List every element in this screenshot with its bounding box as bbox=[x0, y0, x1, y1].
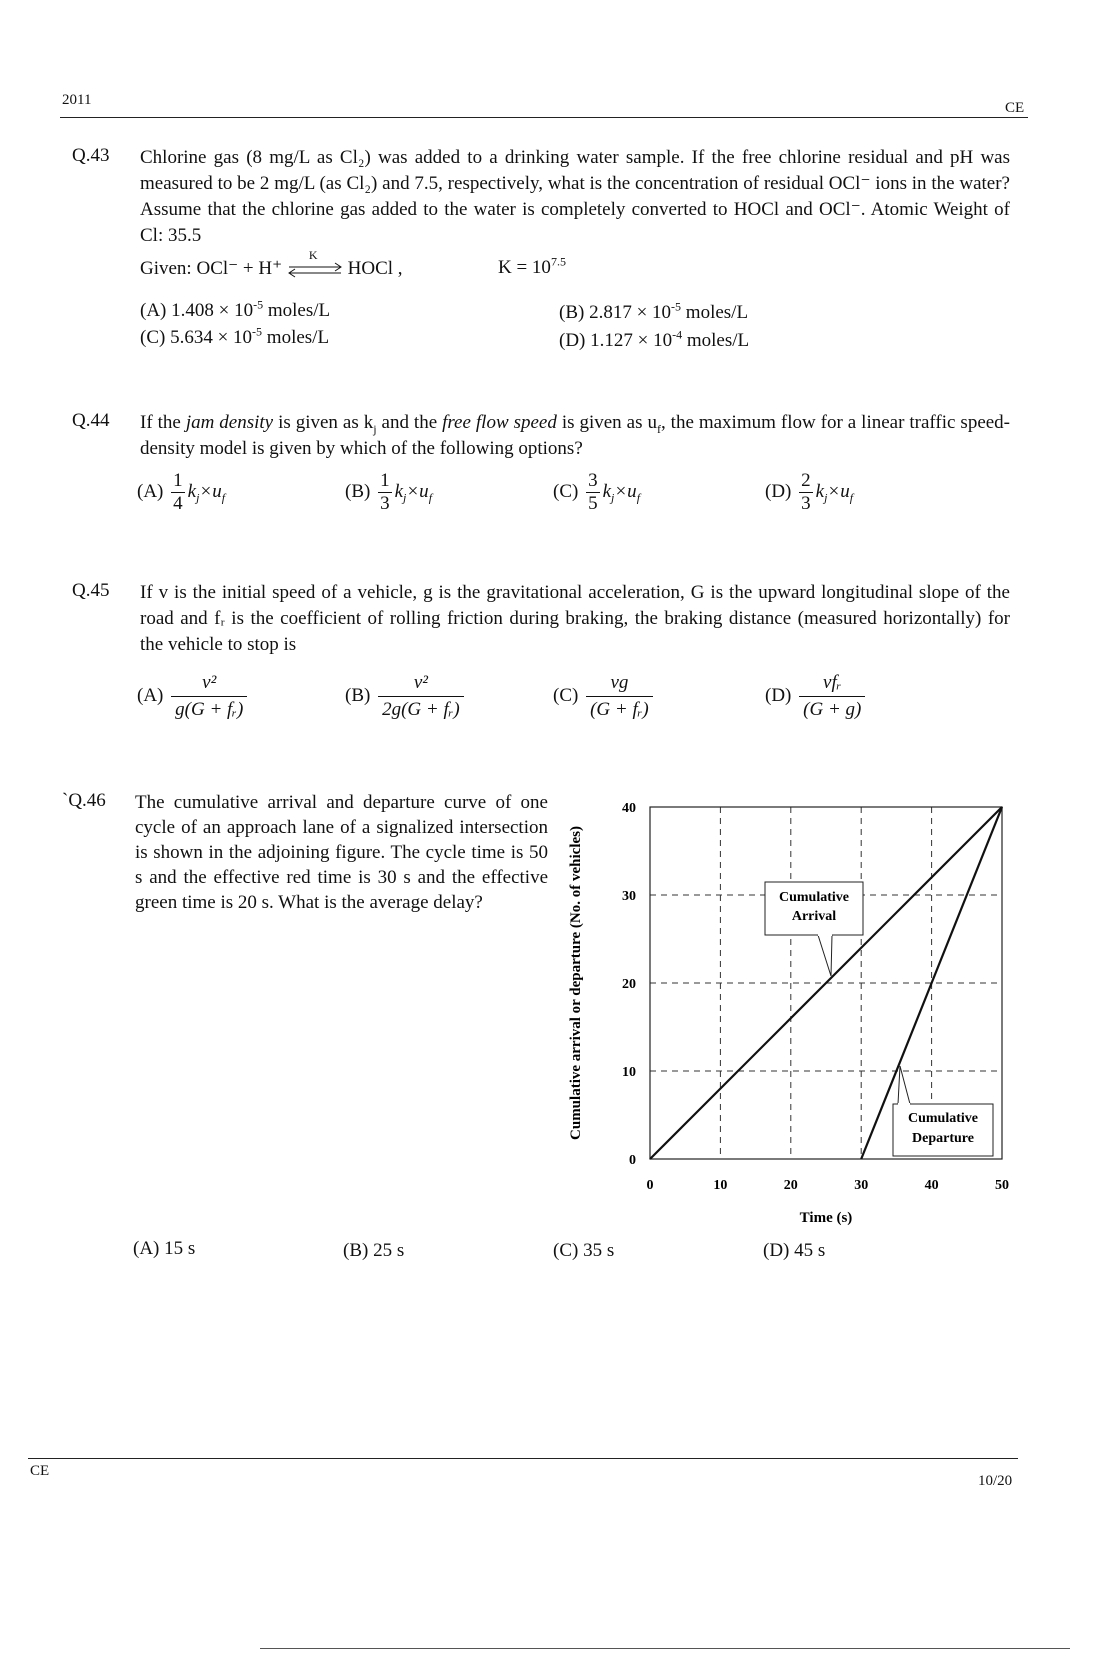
q44-option-a-den: 4 bbox=[173, 493, 183, 514]
q43-option-b[interactable] bbox=[559, 299, 749, 324]
q46-option-b[interactable]: (B) 25 s bbox=[343, 1240, 405, 1261]
q44-option-b-den: 3 bbox=[380, 493, 390, 514]
q46-number: `Q.46 bbox=[62, 790, 106, 811]
q45-option-b-den: 2g(G + fᵣ) bbox=[382, 699, 460, 720]
departure-callout-line2: Departure bbox=[912, 1131, 974, 1146]
chart-ylabel: Cumulative arrival or departure (No. of vehicles) bbox=[568, 826, 584, 1140]
x-tick-label-0: 0 bbox=[646, 1178, 654, 1193]
q44-option-c-den: 5 bbox=[588, 493, 598, 514]
q44-option-a-u: ×u bbox=[199, 480, 222, 502]
q43-text: Chlorine gas (8 mg/L as Cl₂) was added to a drinking water sample. If the free chlorine residual and pH was measured to be 2 mg/L (as Cl₂) and 7.5, respectively, what is the concentration of residual OCl⁻ ions in the water? Assume that the chlorine gas added to the water is completely converted to HOCl and OCl⁻. Atomic Weight of Cl: 35.5 bbox=[140, 147, 1010, 246]
y-tick-label-10: 10 bbox=[622, 1065, 636, 1080]
q45-option-b-num: v² bbox=[378, 672, 464, 697]
y-tick-label-30: 30 bbox=[622, 889, 636, 904]
q45-option-a-den: g(G + fᵣ) bbox=[175, 699, 244, 720]
q45-option-b-fraction bbox=[378, 672, 464, 721]
footer-page: 10/20 bbox=[978, 1473, 1013, 1489]
q44-option-b[interactable] bbox=[345, 470, 432, 515]
q43-number: Q.43 bbox=[72, 145, 110, 166]
q44-option-a-label: (A) bbox=[137, 480, 164, 502]
q46-option-c[interactable]: (C) 35 s bbox=[553, 1240, 615, 1261]
q45-option-d-num: vfᵣ bbox=[799, 672, 865, 697]
q46-option-d[interactable]: (D) 45 s bbox=[763, 1240, 826, 1261]
header-subject: CE bbox=[1005, 100, 1025, 116]
q44-option-c-uf: f bbox=[636, 490, 641, 505]
q44-sub-j: j bbox=[373, 421, 377, 436]
q43-option-d-unit: moles/L bbox=[682, 330, 750, 351]
departure-callout-line1: Cumulative bbox=[908, 1111, 978, 1126]
q44-option-d-kj: j bbox=[824, 490, 828, 505]
q43-option-b-label: (B) 2.817 × 10 bbox=[559, 302, 672, 323]
q44-option-a-fraction bbox=[171, 470, 185, 515]
q43-option-c[interactable] bbox=[140, 324, 330, 349]
q43-reaction-left: OCl⁻ + H⁺ bbox=[196, 258, 283, 279]
x-tick-label-30: 30 bbox=[854, 1178, 869, 1193]
cumulative-chart bbox=[560, 790, 1030, 1230]
q45-option-c-den: (G + fᵣ) bbox=[590, 699, 649, 720]
y-tick-label-40: 40 bbox=[622, 801, 636, 816]
q44-option-d-u: ×u bbox=[827, 480, 850, 502]
arrival-callout-line1: Cumulative bbox=[779, 890, 849, 905]
q45-option-a[interactable] bbox=[137, 672, 250, 721]
q44-option-b-u: ×u bbox=[406, 480, 429, 502]
q45-option-c-label: (C) bbox=[553, 684, 579, 706]
q46-text: The cumulative arrival and departure curve of one cycle of an approach lane of a signalized intersection is shown in the adjoining figure. The cycle time is 50 s and the effective red time is 30 s and the effective green time is 20 s. What is the average delay? bbox=[135, 792, 548, 913]
q44-free-flow-speed: free flow speed bbox=[442, 412, 557, 433]
q45-option-d[interactable] bbox=[765, 672, 868, 721]
q44-text-4: is given as u bbox=[556, 412, 657, 433]
q43-option-d[interactable] bbox=[559, 327, 750, 352]
q45-text: If v is the initial speed of a vehicle, g is the gravitational acceleration, G is the upward longitudinal slope of the road and fᵣ is the coefficient of rolling friction during braking, the braking distance (measured horizontally) for the vehicle to stop is bbox=[140, 582, 1010, 655]
arrival-callout-line2: Arrival bbox=[791, 909, 837, 924]
q45-option-c-fraction bbox=[586, 672, 653, 721]
q44-option-a-uf: f bbox=[221, 490, 226, 505]
q44-option-d[interactable] bbox=[765, 470, 853, 515]
q45-option-d-den: (G + g) bbox=[803, 699, 862, 720]
q45-option-b[interactable] bbox=[345, 672, 467, 721]
q44-jam-density: jam density bbox=[185, 412, 274, 433]
q43-option-a[interactable] bbox=[140, 297, 331, 322]
q44-option-d-uf: f bbox=[849, 490, 854, 505]
x-tick-label-20: 20 bbox=[783, 1178, 798, 1193]
q44-text-1: If the bbox=[140, 412, 186, 433]
x-tick-label-10: 10 bbox=[713, 1178, 728, 1193]
departure-callout bbox=[893, 1066, 993, 1156]
q43-k-value bbox=[498, 254, 566, 279]
q43-option-b-exp: -5 bbox=[671, 299, 682, 314]
q45-option-a-num: v² bbox=[171, 672, 247, 697]
q44-text-5: , the maximum flow for a linear traffic speed-density model is given by which of the following options? bbox=[140, 412, 1011, 459]
q43-option-d-exp: -4 bbox=[672, 327, 683, 342]
header-year: 2011 bbox=[62, 92, 92, 108]
q43-reaction-right: HOCl , bbox=[347, 258, 403, 279]
q43-option-a-label: (A) 1.408 × 10 bbox=[140, 300, 254, 321]
q44-option-c[interactable] bbox=[553, 470, 640, 515]
q43-k-exp: 7.5 bbox=[550, 254, 566, 269]
bottom-edge-rule bbox=[260, 1648, 1070, 1649]
q43-given bbox=[140, 247, 403, 280]
q44-option-a-num: 1 bbox=[173, 470, 183, 491]
q43-k-base: K = 10 bbox=[498, 257, 551, 278]
q44-option-d-den: 3 bbox=[801, 493, 811, 514]
y-tick-label-20: 20 bbox=[622, 977, 636, 992]
q44-option-c-label: (C) bbox=[553, 480, 579, 502]
q44-option-d-num: 2 bbox=[801, 470, 811, 491]
q44-option-a[interactable] bbox=[137, 470, 225, 515]
arrival-callout-pointer bbox=[818, 935, 832, 976]
q43-option-a-exp: -5 bbox=[253, 297, 264, 312]
q43-option-c-exp: -5 bbox=[252, 324, 263, 339]
q44-number: Q.44 bbox=[72, 410, 110, 431]
q44-text bbox=[140, 410, 1010, 462]
q45-option-c-num: vg bbox=[586, 672, 653, 697]
q43-option-c-unit: moles/L bbox=[262, 327, 330, 348]
q45-option-a-fraction bbox=[171, 672, 247, 721]
q43-option-b-unit: moles/L bbox=[681, 302, 749, 323]
q45-option-d-fraction bbox=[799, 672, 865, 721]
x-tick-label-50: 50 bbox=[995, 1178, 1009, 1193]
q43-given-label: Given: bbox=[140, 258, 192, 279]
q43-equilibrium-arrow bbox=[287, 247, 343, 280]
q44-option-c-u: ×u bbox=[614, 480, 637, 502]
q44-option-d-k: k bbox=[815, 480, 825, 502]
q44-option-d-label: (D) bbox=[765, 480, 792, 502]
footer-rule bbox=[28, 1458, 1018, 1459]
q43-option-c-label: (C) 5.634 × 10 bbox=[140, 327, 253, 348]
q45-option-c[interactable] bbox=[553, 672, 656, 721]
q45-number: Q.45 bbox=[72, 580, 110, 601]
departure-callout-pointer bbox=[898, 1066, 910, 1104]
q44-option-b-kj: j bbox=[403, 490, 407, 505]
chart-xlabel: Time (s) bbox=[799, 1210, 853, 1226]
q45-option-a-label: (A) bbox=[137, 684, 164, 706]
q44-option-b-uf: f bbox=[428, 490, 433, 505]
q46-option-a[interactable]: (A) 15 s bbox=[133, 1238, 196, 1259]
q44-option-c-k: k bbox=[602, 480, 612, 502]
q44-option-b-fraction bbox=[378, 470, 392, 515]
q43-option-d-label: (D) 1.127 × 10 bbox=[559, 330, 673, 351]
x-tick-label-40: 40 bbox=[924, 1178, 939, 1193]
footer-subject: CE bbox=[30, 1463, 50, 1479]
q44-option-b-num: 1 bbox=[380, 470, 390, 491]
q44-option-c-kj: j bbox=[611, 490, 615, 505]
q44-text-3: and the bbox=[376, 412, 443, 433]
q44-option-b-label: (B) bbox=[345, 480, 371, 502]
equilibrium-arrows-icon bbox=[287, 260, 343, 280]
q44-option-a-kj: j bbox=[196, 490, 200, 505]
q45-option-b-label: (B) bbox=[345, 684, 371, 706]
q44-option-b-k: k bbox=[394, 480, 404, 502]
q45-option-d-label: (D) bbox=[765, 684, 792, 706]
header-rule bbox=[60, 117, 1028, 118]
q44-option-c-num: 3 bbox=[588, 470, 598, 491]
y-tick-label-0: 0 bbox=[629, 1153, 636, 1168]
q44-option-d-fraction bbox=[799, 470, 813, 515]
q43-option-a-unit: moles/L bbox=[263, 300, 331, 321]
q44-option-a-k: k bbox=[187, 480, 197, 502]
q44-text-2: is given as k bbox=[273, 412, 374, 433]
q44-option-c-fraction bbox=[586, 470, 600, 515]
q43-reaction-k: K bbox=[308, 247, 318, 262]
q44-sub-f: f bbox=[656, 421, 661, 436]
